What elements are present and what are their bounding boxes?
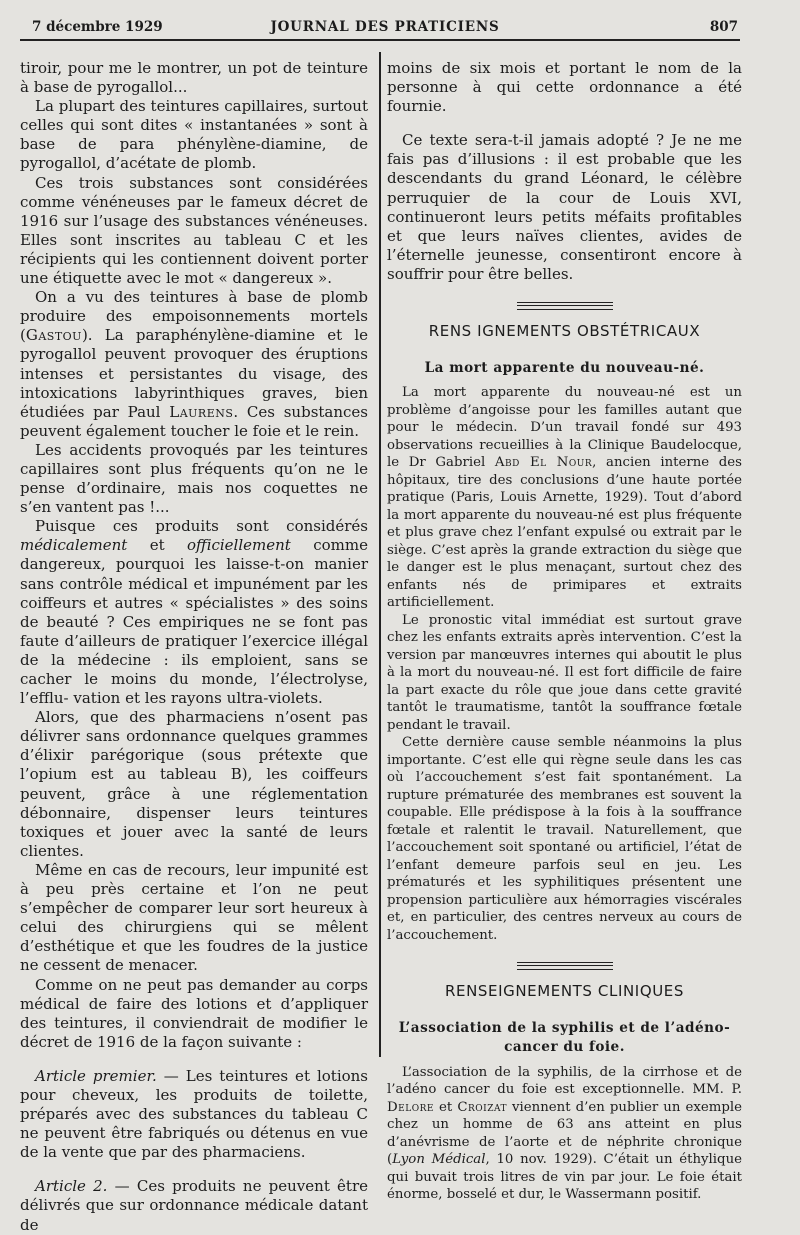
author-name: Laurens xyxy=(169,402,234,421)
paragraph: L’association de la syphilis, de la cirrhose et de l’adéno cancer du foie est exceptionnelle. MM. P. Delore et Croizat viennent d’en publier un exemple chez un homme de 63 ans atteint en plus d’anévrisme de l’aorte et de néphrite chronique (Lyon Médical, 10 nov. 1929). C’était un éthylique qui buvait trois litres de vin par jour. Le foie était énorme, bosselé et dur, le Wassermann positif. xyxy=(387,1064,743,1202)
paragraph: Cette dernière cause semble néanmoins la plus importante. C’est elle qui règne seule dans les cas où l’accouchement s’est fait spontanément. La rupture prématurée des membranes est souvent la coupable. Elle prédispose à la fois à la souffrance fœtale et ralentit le travail. Naturellement, que l’accouchement soit spontané ou artificiel, l’état de l’enfant demeure parfois seul en jeu. Les prématurés et les syphilitiques présentent une propension particulière aux hémorragies viscérales et, en particulier, des centres nerveux au cours de l’accouchement. xyxy=(387,735,742,943)
paragraph: Les accidents provoqués par les teintures capillaires sont plus fréquents qu’on ne le pense d’ordinaire, mais nos coquettes ne s’en vantent pas !... xyxy=(20,440,368,517)
article-title: L’association de la syphilis et de l’adéno-cancer du foie. xyxy=(398,1020,731,1056)
author-name: Croizat xyxy=(457,1099,507,1115)
paragraph: moins de six mois et portant le nom de la personne à qui cette ordonnance a été fournie. xyxy=(387,59,742,116)
paragraph: Même en cas de recours, leur impunité est à peu près certaine et l’on ne peut s’empêcher de comparer leur sort heureux à celui des chirurgiens qui se mêlent d’esthétique et que les foudres de la justice ne cessent de menacer. xyxy=(20,860,368,975)
paragraph: Puisque ces produits sont considérés médicalement et officiellement comme dangereux, pourquoi les laisse-t-on manier sans contrôle médical et impunément par les coiffeurs et autres « spécialistes » des soins de beauté ? Ces empiriques ne se font pas faute d’ailleurs de pratiquer l’exercice illégal de la médecine : ils emploient, sans se cacher le moins du monde, l’électrolyse, l’efflu- vation et les rayons ultra-violets. xyxy=(20,517,368,708)
paragraph: La mort apparente du nouveau-né est un problème d’angoisse pour les familles autant que pour le médecin. D’un travail fondé sur 493 observations recueillies à la Clinique Baudelocque, le Dr Gabriel Abd El Nour, ancien interne des hôpitaux, tire des conclusions d’une haute portée pratique (Paris, Louis Arnette, 1929). Tout d’abord la mort apparente du nouveau-né est plus fréquente et plus grave chez l’enfant expulsé ou extrait par le siège. C’est après la grande extraction du siège que le danger est le plus menaçant, surtout chez des enfants nés de primipares et extraits artificiellement. xyxy=(387,385,742,611)
right-column xyxy=(387,59,742,1204)
paragraph: Le pronostic vital immédiat est surtout grave chez les enfants extraits après intervention. C’est la version par manœuvres internes qui aboutit le plus à la mort du nouveau-né. Il est fort difficile de faire la part exacte du rôle que joue dans cette gravité tantôt le traumatisme, tantôt la souffrance fœtale pendant le travail. xyxy=(387,612,742,733)
section-ornament xyxy=(517,302,613,310)
article-paragraph: Article 2. — Ces produits ne peuvent être délivrés que sur ordonnance médicale datant de xyxy=(20,1177,369,1234)
left-column xyxy=(20,59,368,1235)
issue-date: 7 décembre 1929 xyxy=(32,19,163,35)
page-header xyxy=(32,19,738,39)
paragraph: Ces trois substances sont considérées comme vénéneuses par le fameux décret de 1916 sur l’usage des substances vénéneuses. Elles sont inscrites au tableau C et les récipients qui les contiennent doivent porter une étiquette avec le mot « dangereux ». xyxy=(20,173,368,288)
section-heading: RENS IGNEMENTS OBSTÉTRICAUX xyxy=(428,322,701,341)
journal-title: JOURNAL DES PRATICIENS xyxy=(270,19,500,35)
article-paragraph: Article premier. — Les teintures et lotions pour cheveux, les produits de toilette, préparés avec des substances du tableau C ne peuvent être fabriqués ou détenus en vue de la vente que par des pharmaciens. xyxy=(20,1066,369,1162)
paragraph: On a vu des teintures à base de plomb produire des empoisonnements mortels (Gastou). La paraphénylène-diamine et le pyrogallol peuvent provoquer des éruptions intenses et persistantes du visage, des intoxications labyrinthiques graves, bien étudiées par Paul Laurens. Ces substances peuvent également toucher le foie et le rein. xyxy=(20,288,368,440)
section-ornament xyxy=(517,962,613,970)
paragraph: Alors, que des pharmaciens n’osent pas délivrer sans ordonnance quelques grammes d’élixir parégorique (sous prétexte que l’opium est au tableau B), les coiffeurs peuvent, grâce à une réglementation débonnaire, dispenser leurs teintures toxiques et jouer avec la santé de leurs clientes. xyxy=(20,708,368,860)
page-number: 807 xyxy=(709,19,738,35)
header-rule xyxy=(20,39,740,41)
article-label: Article premier. xyxy=(35,1066,157,1085)
author-name: Abd El Nour xyxy=(494,455,593,471)
article-title: La mort apparente du nouveau-né. xyxy=(424,360,705,377)
paragraph: Ce texte sera-t-il jamais adopté ? Je ne me fais pas d’illusions : il est probable que les descendants du grand Léonard, le célèbre perruquier de la cour de Louis XVI, continueront leurs petits méfaits profitables et que leurs naïves clientes, avides de l’éternelle jeunesse, consentiront encore à souffrir pour être belles. xyxy=(387,131,742,283)
paragraph: La plupart des teintures capillaires, surtout celles qui sont dites « instantanées » sont à base de para phénylène-diamine, de pyrogallol, d’acétate de plomb. xyxy=(20,97,368,173)
section-heading: RENSEIGNEMENTS CLINIQUES xyxy=(444,982,685,1001)
paragraph: tiroir, pour me le montrer, un pot de teinture à base de pyrogallol... xyxy=(20,59,368,97)
author-name: Gastou xyxy=(25,326,82,345)
column-divider xyxy=(379,52,381,1057)
paragraph: Comme on ne peut pas demander au corps médical de faire des lotions et d’appliquer des teintures, il conviendrait de modifier le décret de 1916 de la façon suivante : xyxy=(20,975,368,1051)
author-name: Delore xyxy=(387,1099,434,1115)
article-label: Article 2. xyxy=(35,1177,108,1196)
